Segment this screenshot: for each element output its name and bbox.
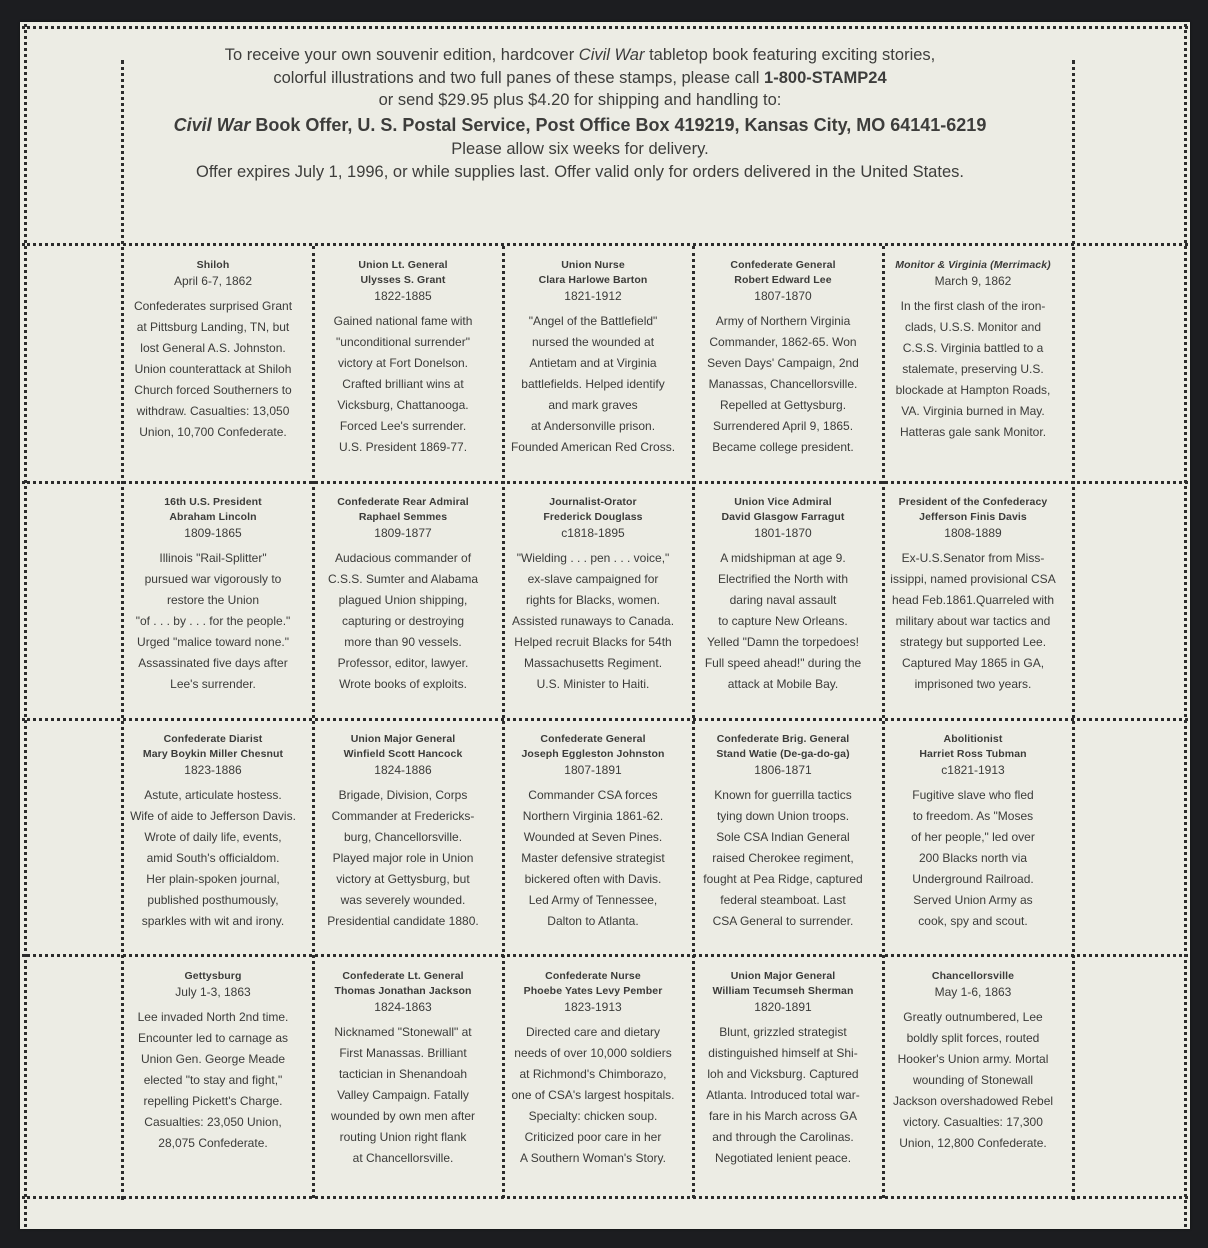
- stamp-description-line: one of CSA's largest hospitals.: [511, 1088, 675, 1102]
- stamp-description-line: victory at Gettysburg, but: [336, 872, 470, 886]
- stamp-description-line: U.S. President 1869-77.: [338, 440, 468, 454]
- stamp-title-line: Raphael Semmes: [358, 511, 448, 523]
- stamp-description-line: "Angel of the Battlefield": [528, 314, 658, 328]
- stamp-title-line: Confederate General: [540, 733, 646, 745]
- stamp-description: [310, 311, 496, 458]
- stamp-description: [880, 296, 1066, 443]
- stamp-15: [880, 724, 1066, 956]
- stamp-description: [500, 785, 686, 932]
- stamp-description-line: C.S.S. Virginia battled to a: [902, 341, 1044, 355]
- stamp-title: [880, 969, 1066, 984]
- stamp-description-line: "of . . . by . . . for the people.": [135, 614, 291, 628]
- stamp-description-line: VA. Virginia burned in May.: [901, 404, 1045, 418]
- stamp-description-line: imprisoned two years.: [914, 677, 1032, 691]
- stamp-description-line: Criticized poor care in her: [524, 1130, 662, 1144]
- stamp-description-line: to capture New Orleans.: [718, 614, 848, 628]
- stamp-dates: 1823-1886: [184, 763, 242, 777]
- stamp-title-line: Confederate General: [730, 259, 836, 271]
- stamp-description-line: Founded American Red Cross.: [510, 440, 676, 454]
- stamp-title: [120, 258, 306, 273]
- stamp-description-line: clads, U.S.S. Monitor and: [904, 320, 1042, 334]
- stamp-description-line: of her people," led over: [911, 830, 1035, 844]
- stamp-description-line: wounded by own men after: [330, 1109, 476, 1123]
- stamp-title-line: Journalist-Orator: [549, 496, 637, 508]
- stamp-description-line: rights for Blacks, women.: [525, 593, 661, 607]
- stamp-description-line: Full speed ahead!" during the: [704, 656, 862, 670]
- stamp-description-line: lost General A.S. Johnston.: [140, 341, 286, 355]
- stamp-dates: 1801-1870: [754, 526, 812, 540]
- stamp-description-line: burg, Chancellorsville.: [343, 830, 463, 844]
- stamp-description: [880, 1007, 1066, 1154]
- stamp-20: [880, 961, 1066, 1193]
- stamp-description-line: Church forced Southerners to: [134, 383, 292, 397]
- stamp-description-line: sparkles with wit and irony.: [141, 914, 285, 928]
- stamp-dates: April 6-7, 1862: [173, 274, 253, 288]
- stamp-dates: 1808-1889: [944, 526, 1002, 540]
- stamp-description-line: Astute, articulate hostess.: [144, 788, 282, 802]
- stamp-description-line: more than 90 vessels.: [344, 635, 462, 649]
- stamp-10: [880, 487, 1066, 719]
- stamp-dates: 1807-1870: [754, 289, 812, 303]
- stamp-description-line: and mark graves: [548, 398, 638, 412]
- stamp-description-line: Assisted runaways to Canada.: [511, 614, 675, 628]
- stamp-title-line: 16th U.S. President: [164, 496, 262, 508]
- stamp-description-line: battlefields. Helped identify: [521, 377, 665, 391]
- perforation-line: [22, 1196, 1188, 1199]
- stamp-description-line: Ex-U.S.Senator from Miss-: [901, 551, 1045, 565]
- stamp-dates: 1824-1863: [374, 1000, 432, 1014]
- stamp-dates: 1807-1891: [564, 763, 622, 777]
- stamp-title: [880, 732, 1066, 762]
- stamp-description-line: capturing or destroying: [341, 614, 465, 628]
- phone-number: 1-800-STAMP24: [764, 68, 887, 87]
- stamp-description-line: Casualties: 23,050 Union,: [144, 1115, 282, 1129]
- stamp-title-line: Joseph Eggleston Johnston: [521, 748, 665, 760]
- stamp-title: [310, 732, 496, 762]
- stamp-description-line: Massachusetts Regiment.: [523, 656, 663, 670]
- stamp-title-line: Gettysburg: [184, 970, 242, 982]
- stamp-title-line: Stand Watie (De-ga-do-ga): [716, 748, 850, 760]
- stamp-title: [500, 969, 686, 999]
- stamp-description-line: Assassinated five days after: [138, 656, 288, 670]
- stamp-description-line: amid South's officialdom.: [146, 851, 280, 865]
- stamp-title: [880, 495, 1066, 525]
- stamp-3: [500, 250, 686, 482]
- stamp-description-line: Union, 12,800 Confederate.: [899, 1136, 1047, 1150]
- stamp-7: [310, 487, 496, 719]
- stamp-description-line: Presidential candidate 1880.: [327, 914, 479, 928]
- stamp-12: [310, 724, 496, 956]
- stamp-description-line: Hooker's Union army. Mortal: [897, 1052, 1049, 1066]
- stamp-dates: 1822-1885: [374, 289, 432, 303]
- stamp-description-line: Wrote of daily life, events,: [144, 830, 282, 844]
- perforation-line: [22, 26, 1188, 29]
- stamp-title: [690, 495, 876, 525]
- stamp-description: [310, 1022, 496, 1169]
- stamp-description-line: Sole CSA Indian General: [716, 830, 850, 844]
- stamp-grid: [120, 250, 1070, 1193]
- stamp-description-line: CSA General to surrender.: [712, 914, 854, 928]
- stamp-16: [120, 961, 306, 1193]
- stamp-description-line: Union counterattack at Shiloh: [134, 362, 292, 376]
- stamp-description-line: Electrified the North with: [717, 572, 849, 586]
- stamp-description-line: at Andersonville prison.: [530, 419, 656, 433]
- stamp-description-line: Forced Lee's surrender.: [339, 419, 467, 433]
- stamp-description-line: In the first clash of the iron-: [900, 299, 1046, 313]
- stamp-description-line: Antietam and at Virginia: [529, 356, 657, 370]
- stamp-description-line: Served Union Army as: [913, 893, 1033, 907]
- stamp-title-line: Confederate Nurse: [545, 970, 641, 982]
- stamp-title: [500, 495, 686, 525]
- stamp-description-line: Commander CSA forces: [528, 788, 658, 802]
- stamp-description-line: tactician in Shenandoah: [338, 1067, 468, 1081]
- stamp-description-line: daring naval assault: [729, 593, 837, 607]
- stamp-description: [880, 548, 1066, 695]
- stamp-title-line: Frederick Douglass: [543, 511, 643, 523]
- stamp-6: [120, 487, 306, 719]
- stamp-title-line: Abolitionist: [943, 733, 1003, 745]
- stamp-description-line: Confederates surprised Grant: [133, 299, 293, 313]
- stamp-title: [120, 732, 306, 762]
- stamp-title-line: Monitor & Virginia (Merrimack): [895, 259, 1051, 271]
- stamp-description-line: Union Gen. George Meade: [140, 1052, 286, 1066]
- stamp-description-line: routing Union right flank: [339, 1130, 467, 1144]
- stamp-description-line: Specialty: chicken soup.: [528, 1109, 658, 1123]
- stamp-description-line: Urged "malice toward none.": [137, 635, 289, 649]
- stamp-description: [120, 1007, 306, 1154]
- stamp-title: [310, 969, 496, 999]
- stamp-title: [690, 969, 876, 999]
- stamp-title-line: Union Nurse: [561, 259, 625, 271]
- stamp-description-line: distinguished himself at Shi-: [708, 1046, 858, 1060]
- stamp-13: [500, 724, 686, 956]
- stamp-description-line: Greatly outnumbered, Lee: [903, 1010, 1043, 1024]
- stamp-title: [690, 732, 876, 762]
- stamp-description-line: victory at Fort Donelson.: [337, 356, 469, 370]
- stamp-dates: c1821-1913: [941, 763, 1005, 777]
- stamp-description-line: Helped recruit Blacks for 54th: [514, 635, 672, 649]
- stamp-dates: 1809-1865: [184, 526, 242, 540]
- stamp-description-line: Wounded at Seven Pines.: [523, 830, 663, 844]
- stamp-title-line: Clara Harlowe Barton: [538, 274, 648, 286]
- stamp-description-line: withdraw. Casualties: 13,050: [136, 404, 290, 418]
- stamp-dates: 1820-1891: [754, 1000, 812, 1014]
- stamp-description-line: was severely wounded.: [340, 893, 466, 907]
- stamp-title-line: President of the Confederacy: [898, 496, 1048, 508]
- stamp-title: [500, 732, 686, 762]
- stamp-description-line: Jackson overshadowed Rebel: [892, 1094, 1054, 1108]
- stamp-description-line: Brigade, Division, Corps: [338, 788, 468, 802]
- stamp-11: [120, 724, 306, 956]
- stamp-description: [310, 548, 496, 695]
- stamp-description-line: Repelled at Gettysburg.: [719, 398, 847, 412]
- stamp-title-line: Union Major General: [730, 970, 836, 982]
- stamp-title: [310, 258, 496, 288]
- stamp-description: [690, 1022, 876, 1169]
- stamp-description-line: Wife of aide to Jefferson Davis.: [130, 809, 296, 823]
- stamp-description-line: blockade at Hampton Roads,: [895, 383, 1051, 397]
- stamp-description-line: wounding of Stonewall: [912, 1073, 1034, 1087]
- stamp-description-line: Seven Days' Campaign, 2nd: [707, 356, 859, 370]
- stamp-title-line: Union Vice Admiral: [734, 496, 832, 508]
- stamp-description-line: Atlanta. Introduced total war-: [706, 1088, 860, 1102]
- stamp-title-line: Phoebe Yates Levy Pember: [523, 985, 663, 997]
- stamp-description-line: First Manassas. Brilliant: [339, 1046, 467, 1060]
- stamp-description-line: pursued war vigorously to: [144, 572, 282, 586]
- stamp-19: [690, 961, 876, 1193]
- stamp-description-line: Commander at Fredericks-: [331, 809, 475, 823]
- stamp-title-line: Winfield Scott Hancock: [343, 748, 463, 760]
- stamp-title-line: Abraham Lincoln: [169, 511, 257, 523]
- stamp-description-line: Yelled "Damn the torpedoes!: [707, 635, 859, 649]
- stamp-description-line: "Wielding . . . pen . . . voice,": [516, 551, 670, 565]
- stamp-description-line: Master defensive strategist: [521, 851, 665, 865]
- stamp-description: [500, 1022, 686, 1169]
- stamp-description-line: repelling Pickett's Charge.: [143, 1094, 283, 1108]
- stamp-title-line: Robert Edward Lee: [734, 274, 832, 286]
- stamp-description-line: Union, 10,700 Confederate.: [139, 425, 287, 439]
- stamp-description: [500, 548, 686, 695]
- stamp-description-line: tying down Union troops.: [716, 809, 850, 823]
- stamp-description-line: Crafted brilliant wins at: [342, 377, 464, 391]
- stamp-description-line: Became college president.: [712, 440, 854, 454]
- stamp-description-line: Audacious commander of: [334, 551, 472, 565]
- stamp-description-line: Directed care and dietary: [525, 1025, 661, 1039]
- stamp-17: [310, 961, 496, 1193]
- stamp-8: [500, 487, 686, 719]
- stamp-title: [880, 258, 1066, 273]
- stamp-14: [690, 724, 876, 956]
- stamp-title-line: Ulysses S. Grant: [360, 274, 446, 286]
- stamp-description: [500, 311, 686, 458]
- stamp-title-line: Confederate Brig. General: [716, 733, 850, 745]
- stamp-dates: May 1-6, 1863: [934, 985, 1012, 999]
- offer-line-2: colorful illustrations and two full panes of these stamps, please call 1-800-STAMP24: [273, 68, 887, 87]
- stamp-description-line: Illinois "Rail-Splitter": [159, 551, 267, 565]
- stamp-description-line: Led Army of Tennessee,: [528, 893, 658, 907]
- stamp-description-line: Lee's surrender.: [170, 677, 256, 691]
- stamp-description-line: cook, spy and scout.: [918, 914, 1028, 928]
- stamp-description-line: Blunt, grizzled strategist: [719, 1025, 847, 1039]
- stamp-description-line: A Southern Woman's Story.: [520, 1151, 666, 1165]
- stamp-description-line: Encounter led to carnage as: [137, 1031, 289, 1045]
- stamp-description-line: Valley Campaign. Fatally: [337, 1088, 469, 1102]
- stamp-description: [310, 785, 496, 932]
- stamp-description-line: Played major role in Union: [332, 851, 474, 865]
- stamp-description-line: raised Cherokee regiment,: [712, 851, 854, 865]
- offer-line-5: Please allow six weeks for delivery.: [451, 140, 709, 158]
- offer-header: [118, 44, 1042, 214]
- stamp-description-line: to freedom. As "Moses: [912, 809, 1034, 823]
- stamp-description-line: attack at Mobile Bay.: [727, 677, 839, 691]
- stamp-title: [120, 969, 306, 984]
- stamp-title-line: Confederate Rear Admiral: [337, 496, 469, 508]
- stamp-description-line: bickered often with Davis.: [524, 872, 662, 886]
- offer-address: Civil War Book Offer, U. S. Postal Service, Post Office Box 419219, Kansas City, MO 64141-6219: [173, 114, 987, 135]
- stamp-description-line: boldly split forces, routed: [906, 1031, 1040, 1045]
- stamp-description-line: plagued Union shipping,: [338, 593, 468, 607]
- stamp-description-line: Fugitive slave who fled: [912, 788, 1034, 802]
- stamp-description-line: Dalton to Atlanta.: [547, 914, 639, 928]
- offer-line-6: Offer expires July 1, 1996, or while supplies last. Offer valid only for orders delivered in the United States.: [196, 162, 964, 181]
- stamp-title: [120, 495, 306, 525]
- stamp-description: [690, 548, 876, 695]
- perforation-line: [24, 24, 27, 1227]
- stamp-description-line: "unconditional surrender": [336, 335, 470, 349]
- stamp-title-line: Chancellorsville: [931, 970, 1015, 982]
- stamp-2: [310, 250, 496, 482]
- stamp-description-line: Known for guerrilla tactics: [714, 788, 852, 802]
- stamp-description-line: Surrendered April 9, 1865.: [712, 419, 854, 433]
- stamp-description: [120, 785, 306, 932]
- stamp-description: [880, 785, 1066, 932]
- stamp-description-line: and through the Carolinas.: [712, 1130, 854, 1144]
- stamp-dates: 1821-1912: [564, 289, 622, 303]
- stamp-description-line: strategy but supported Lee.: [899, 635, 1047, 649]
- stamp-description-line: Gained national fame with: [333, 314, 473, 328]
- stamp-description-line: military about war tactics and: [895, 614, 1051, 628]
- offer-line-1: To receive your own souvenir edition, hardcover Civil War tabletop book featuring exciting stories,: [224, 46, 936, 64]
- stamp-title-line: Confederate Lt. General: [342, 970, 464, 982]
- stamp-description-line: Lee invaded North 2nd time.: [137, 1010, 289, 1024]
- stamp-description-line: elected "to stay and fight,": [143, 1073, 283, 1087]
- stamp-description-line: ex-slave campaigned for: [527, 572, 659, 586]
- perforation-line: [22, 243, 1188, 246]
- stamp-description-line: 200 Blacks north via: [918, 851, 1028, 865]
- stamp-title-line: Thomas Jonathan Jackson: [334, 985, 472, 997]
- perforation-line: [1184, 24, 1187, 1227]
- stamp-description-line: at Pittsburg Landing, TN, but: [136, 320, 290, 334]
- stamp-title-line: Confederate Diarist: [163, 733, 263, 745]
- stamp-description-line: at Chancellorsville.: [352, 1151, 454, 1165]
- stamp-description: [690, 785, 876, 932]
- stamp-dates: 1809-1877: [374, 526, 432, 540]
- stamp-description-line: at Richmond's Chimborazo,: [519, 1067, 667, 1081]
- stamp-description-line: stalemate, preserving U.S.: [902, 362, 1044, 376]
- stamp-description-line: Negotiated lenient peace.: [714, 1151, 852, 1165]
- stamp-description-line: head Feb.1861.Quarreled with: [891, 593, 1055, 607]
- stamp-description-line: Underground Railroad.: [912, 872, 1034, 886]
- stamp-dates: c1818-1895: [561, 526, 625, 540]
- stamp-dates: 1806-1871: [754, 763, 812, 777]
- perforation-line: [1072, 60, 1075, 1200]
- stamp-description-line: loh and Vicksburg. Captured: [707, 1067, 859, 1081]
- stamp-description-line: published posthumously,: [147, 893, 279, 907]
- stamp-dates: 1823-1913: [564, 1000, 622, 1014]
- stamp-title: [310, 495, 496, 525]
- stamp-title-line: Harriet Ross Tubman: [919, 748, 1027, 760]
- stamp-title-line: Union Major General: [350, 733, 456, 745]
- stamp-title-line: David Glasgow Farragut: [721, 511, 845, 523]
- stamp-title-line: Mary Boykin Miller Chesnut: [142, 748, 284, 760]
- stamp-description-line: 28,075 Confederate.: [158, 1136, 268, 1150]
- stamp-18: [500, 961, 686, 1193]
- stamp-4: [690, 250, 876, 482]
- stamp-1: [120, 250, 306, 482]
- stamp-description: [120, 548, 306, 695]
- stamp-description-line: fare in his March across GA: [708, 1109, 858, 1123]
- stamp-9: [690, 487, 876, 719]
- stamp-title: [690, 258, 876, 288]
- stamp-description-line: Commander, 1862-65. Won: [709, 335, 857, 349]
- stamp-description-line: federal steamboat. Last: [720, 893, 846, 907]
- stamp-description-line: Nicknamed "Stonewall" at: [334, 1025, 472, 1039]
- stamp-title-line: Jefferson Finis Davis: [919, 511, 1027, 523]
- stamp-description-line: U.S. Minister to Haiti.: [536, 677, 650, 691]
- stamp-title-line: Shiloh: [196, 259, 230, 271]
- stamp-description-line: Manassas, Chancellorsville.: [708, 377, 858, 391]
- stamp-description: [120, 296, 306, 443]
- stamp-description-line: Professor, editor, lawyer.: [337, 656, 469, 670]
- stamp-description-line: Wrote books of exploits.: [339, 677, 467, 691]
- stamp-description-line: Captured May 1865 in GA,: [901, 656, 1045, 670]
- stamp-title-line: Union Lt. General: [358, 259, 448, 271]
- stamp-description-line: victory. Casualties: 17,300: [903, 1115, 1043, 1129]
- stamp-dates: July 1-3, 1863: [175, 985, 251, 999]
- stamp-dates: 1824-1886: [374, 763, 432, 777]
- stamp-description-line: C.S.S. Sumter and Alabama: [327, 572, 479, 586]
- stamp-description-line: issippi, named provisional CSA: [890, 572, 1056, 586]
- stamp-description-line: nursed the wounded at: [531, 335, 655, 349]
- stamp-description-line: Northern Virginia 1861-62.: [522, 809, 664, 823]
- stamp-description-line: fought at Pea Ridge, captured: [703, 872, 863, 886]
- stamp-description-line: Army of Northern Virginia: [715, 314, 851, 328]
- stamp-description-line: restore the Union: [166, 593, 260, 607]
- stamp-description-line: Vicksburg, Chattanooga.: [337, 398, 469, 412]
- stamp-dates: March 9, 1862: [934, 274, 1012, 288]
- stamp-description-line: Hatteras gale sank Monitor.: [899, 425, 1047, 439]
- offer-line-3: or send $29.95 plus $4.20 for shipping and handling to:: [378, 91, 782, 109]
- stamp-title: [500, 258, 686, 288]
- stamp-title-line: William Tecumseh Sherman: [712, 985, 854, 997]
- stamp-description-line: needs of over 10,000 soldiers: [514, 1046, 672, 1060]
- stamp-5: [880, 250, 1066, 482]
- stamp-description: [690, 311, 876, 458]
- stamp-description-line: Her plain-spoken journal,: [146, 872, 280, 886]
- stamp-description-line: A midshipman at age 9.: [720, 551, 846, 565]
